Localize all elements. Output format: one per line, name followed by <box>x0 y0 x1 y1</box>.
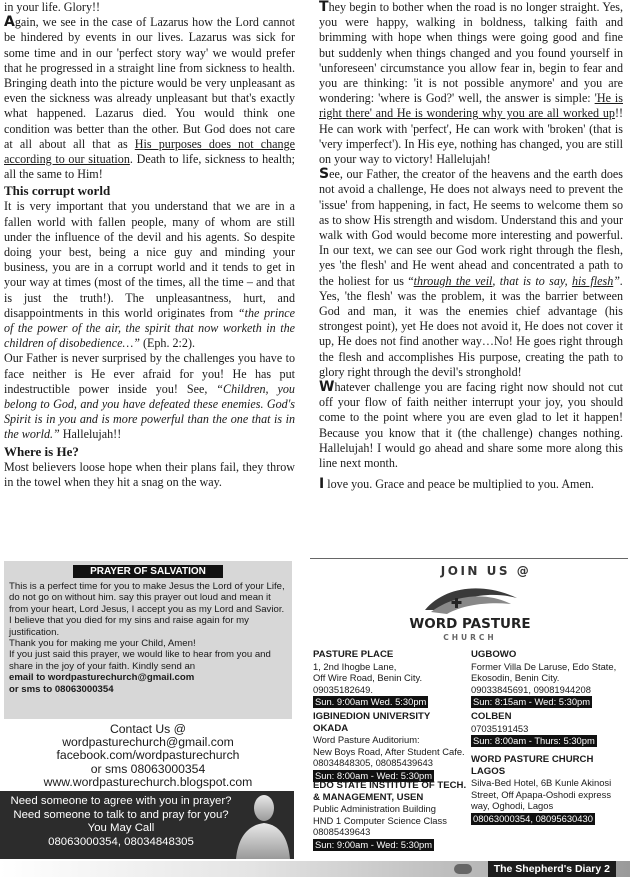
footer-label: The Shepherd's Diary 2 <box>488 861 616 877</box>
service-time: Sun: 8:00am - Wed: 5:30pm <box>315 769 433 781</box>
location-address: Public Administration Building <box>313 803 436 815</box>
right-column <box>319 0 623 493</box>
text: It is very important that you understand that we are in a fallen world with fallen people, many of whom are still under the influence of the devil and his agents. So despite doing your best, being a nice guy and minding your business, you are in a corrupt world and it tends to get in your way at times (most of the times, all the time – and that is just the truth!). The unpleasantness, hurt, and disappointments in this world originates from <box>4 199 295 320</box>
scripture-quote: “the prince of the power of the air, the spirit that now worketh in the children of disobedience…” <box>4 305 296 351</box>
location-phone: 08034848305, 08085439643 <box>313 757 433 769</box>
location-ugbowo <box>471 649 627 708</box>
logo-sub-text: CHURCH <box>443 633 497 642</box>
location-name: IGBINEDION UNIVERSITY OKADA <box>313 711 431 734</box>
text: Hallelujah!! <box>59 427 122 442</box>
location-phone: 08085439643 <box>313 826 371 838</box>
logo-main-text: WORD PASTURE <box>409 616 531 632</box>
heading-where-is-he: Where is He? <box>4 443 79 459</box>
prayer-title: PRAYER OF SALVATION <box>73 565 223 578</box>
need-line: Need someone to talk to and pray for you? <box>13 808 229 821</box>
scripture-quote: “Children, you belong to God, and you have defeated these enemies. God's Spirit is in you and is more powerful than the one that is in the world.” <box>4 381 295 442</box>
text: “ <box>408 273 414 288</box>
location-address: Silva-Bed Hotel, 6B Kunle Akinosi Street, Off Apapa-Oshodi express way, Oghodi, Lagos <box>471 777 612 812</box>
footer-ornament-icon <box>454 864 472 874</box>
location-pasture-place <box>313 649 469 708</box>
text: . Death to life, sickness to health; all the same to Him! <box>4 152 295 182</box>
location-lagos <box>471 754 621 825</box>
prayer-sms: or sms to 08063000354 <box>9 683 114 695</box>
join-us-title: JOIN US @ <box>440 564 532 578</box>
paragraph-father <box>4 351 295 442</box>
paragraph-believers: Most believers loose hope when their plans fail, they throw in the towel when they hit a snag on the way. <box>4 459 295 489</box>
underlined-scripture: through the veil <box>413 273 493 288</box>
text: gain, we see in the case of Lazarus how the Lord cannot be hindered by events in our lives. Lazarus was sick for some time and in our 'perfect story way' we would prefer that he progressed in a straight line from sickness to health. Bringing death into the picture would be very unpleasant as even the sickness was already unpleasant but that's exactly what happened. Lazarus died. You would think one condition was better than the other. But God does not care at all about all that as <box>4 15 295 151</box>
scripture-quote: , that is to say, <box>492 273 572 288</box>
location-phone: 09033845691, 09081944208 <box>471 683 591 695</box>
location-name: PASTURE PLACE <box>313 649 394 660</box>
location-phone: 08063000354, 08095630430 <box>473 812 593 824</box>
location-name: UGBOWO <box>471 649 517 660</box>
prayer-line <box>9 672 287 683</box>
paragraph-love <box>319 477 623 492</box>
drop-cap: S <box>319 166 330 183</box>
prayer-line: Thank you for making me your Child, Amen! <box>9 638 196 650</box>
location-phone: 09035182649. <box>313 683 373 695</box>
drop-cap: I <box>319 476 325 493</box>
service-time: Sun. 9:00am Wed. 5:30pm <box>315 696 427 708</box>
location-address: HND 1 Computer Science Class <box>313 814 447 826</box>
service-time: Sun: 9:00am - Wed: 5:30pm <box>315 838 433 850</box>
prayer-line: This is a perfect time for you to make Jesus the Lord of your Life, do not go on without him. say this prayer out loud and mean it from your heart, Lord Jesus, I accept you as my Lord and Savior. <box>9 581 285 615</box>
location-address: New Boys Road, After Student Cafe. <box>313 745 465 757</box>
location-name: WORD PASTURE CHURCH LAGOS <box>471 754 594 777</box>
paragraph-fallen-world <box>4 199 295 351</box>
underlined-scripture: his flesh <box>571 273 614 288</box>
text: !! He can work with 'perfect', He can work with 'broken' (that is 'very imperfect'). In His eye, nothing has changed, you are still on your way to victory! Hallelujah! <box>319 106 623 167</box>
drop-cap: T <box>319 0 329 15</box>
paragraph-creator <box>319 167 623 380</box>
drop-cap: W <box>319 379 335 396</box>
paragraph-challenge <box>319 380 623 471</box>
scripture-quote: ”. <box>613 273 623 288</box>
word-pasture-logo <box>405 580 535 646</box>
service-time: Sun: 8:15am - Wed: 5:30pm <box>473 696 591 708</box>
prayer-line <box>9 684 287 695</box>
need-prayer-banner <box>0 791 294 859</box>
drop-cap: A <box>4 14 15 31</box>
text: hey begin to bother when the road is no longer straight. Yes, you were happy, walking in boldness, talking faith and brimming with hope when things were going good and fine but suddenly when things changed and you found yourself in 'unforeseen' circumstance you allow fear in, begin to fear and you are thinking: 'it is not possible anymore' and you are wondering: 'where is God?' well, the answer is simple: <box>319 0 623 106</box>
contact-facebook: facebook.com/wordpasturechurch <box>56 748 240 763</box>
text: love you. Grace and peace be multiplied to you. Amen. <box>324 477 594 492</box>
divider <box>310 558 628 559</box>
paragraph-road <box>319 0 623 167</box>
paragraph-lazarus <box>4 15 295 182</box>
contact-block <box>4 723 292 789</box>
location-address: Ekosodin, Benin City. <box>471 672 560 684</box>
text: hatever challenge you are facing right now should not cut off your flow of faith neither interrupt your joy, you should come to the point where you are even glad to let it happen! Because you know that it (the challenge) changes nothing. Hallelujah! I would go ahead and share some more along this line next month. <box>319 380 623 471</box>
footer-bar <box>0 861 630 877</box>
underlined-text: 'He is right there' and He is wondering why you are all worked up <box>319 91 623 121</box>
contact-blog: www.wordpasturechurch.blogspot.com <box>43 774 253 789</box>
text: Our Father is never surprised by the challenges you have to face neither is He ever afraid for you! He has put indestructible power inside you! See, <box>4 351 295 396</box>
heading-corrupt-world: This corrupt world <box>4 183 111 199</box>
location-name: COLBEN <box>471 711 512 722</box>
person-silhouette-icon <box>230 791 292 859</box>
text: (Eph. 2:2). <box>139 336 196 351</box>
location-address: 1, 2nd Ihogbe Lane, <box>313 660 397 672</box>
prayer-box <box>4 561 292 719</box>
location-phone: 07035191453 <box>471 722 529 734</box>
need-prayer-text <box>6 795 236 849</box>
location-address: Word Pasture Auditorium: <box>313 734 420 746</box>
location-address: Off Wire Road, Benin City. <box>313 672 423 684</box>
left-column <box>4 0 295 490</box>
location-name: EDO STATE INSTITUTE OF TECH. & MANAGEMENT, USEN <box>313 780 467 803</box>
location-igbinedion <box>313 711 465 782</box>
paragraph-intro-end: in your life. Glory!! <box>4 0 101 14</box>
need-phone: 08063000354, 08034848305 <box>48 835 194 848</box>
prayer-line: If you just said this prayer, we would like to hear from you and share in the joy of your faith. Kindly send an <box>9 649 271 672</box>
underlined-text: His purposes does not change according to our situation <box>4 136 295 167</box>
location-address: Former Villa De Laruse, Edo State, <box>471 660 617 672</box>
service-time: Sun: 8:00am - Thurs: 5:30pm <box>473 735 595 747</box>
text: ee, our Father, the creator of the heavens and the earth does not avoid a challenge, He does not always need to prevent the 'issue' from happening, in fact, He seems to welcome them so as to show His strength and wisdom. Understand this and your walk with God would become more interesting and powerful. In our text, we can see our God work right through the flesh, yes 'the flesh' and He went ahead and concentrated a path to the holiest for us <box>319 167 623 288</box>
contact-sms: or sms 08063000354 <box>90 761 206 776</box>
prayer-email: email to wordpasturechurch@gmail.com <box>9 672 195 684</box>
location-colben <box>471 711 627 747</box>
need-line: You May Call <box>87 822 155 835</box>
text: Yes, 'the flesh' was the problem, it was the barrier between God and man, it was the enemies chief advantage (his strongest point), yet He does not avoid it, He does not cover it up, He does not find another way…No! He goes right through the flesh and accomplishes His purpose, creating the path to glory right through the devil's stronghold! <box>319 288 623 379</box>
need-line: Need someone to agree with you in prayer? <box>10 795 232 807</box>
location-edo-institute <box>313 780 469 851</box>
contact-title: Contact Us @ <box>109 722 187 736</box>
contact-email: wordpasturechurch@gmail.com <box>62 735 234 750</box>
prayer-line: I believe that you died for my sins and raise again for my justification. <box>9 615 249 638</box>
